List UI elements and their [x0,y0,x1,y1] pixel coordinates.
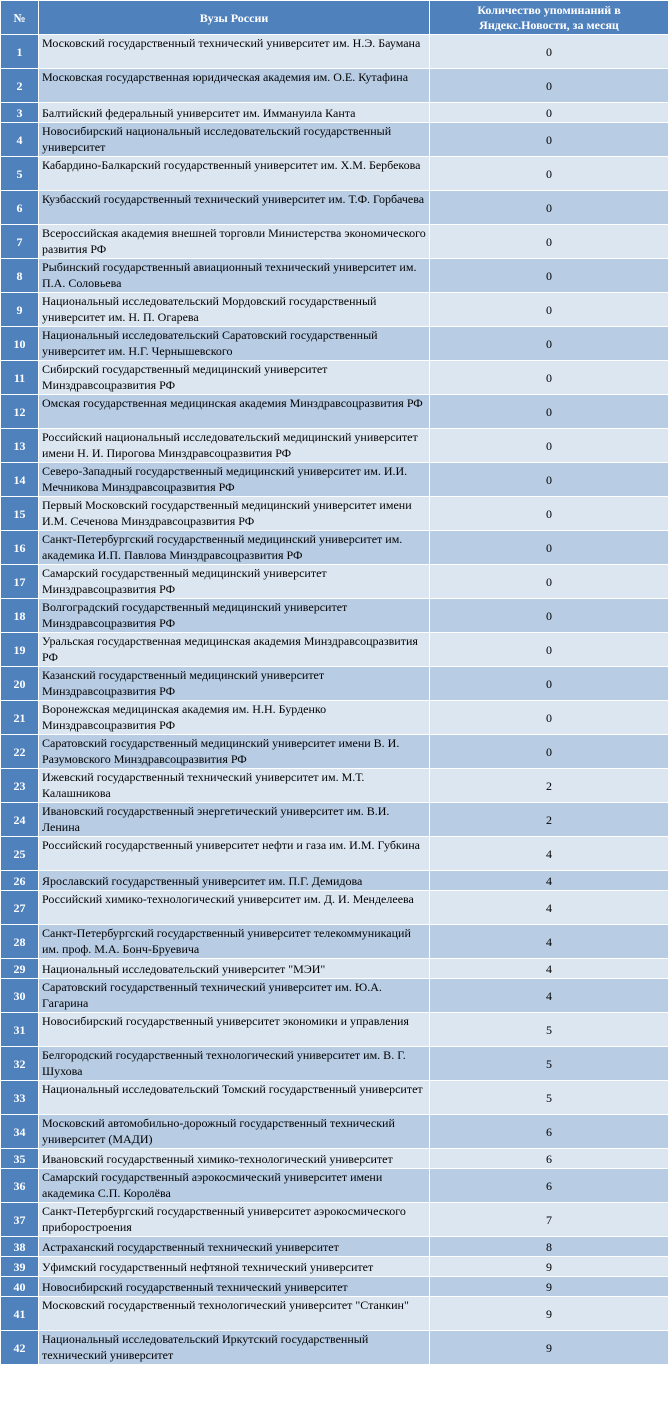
table-row [1,1297,669,1331]
table-row [1,599,669,633]
mention-count: 0 [430,293,669,327]
mention-count: 0 [430,633,669,667]
table-row [1,225,669,259]
row-number: 22 [1,735,39,769]
table-row [1,293,669,327]
row-number: 24 [1,803,39,837]
university-name: Ярославский государственный университет им. П.Г. Демидова [39,871,430,891]
table-row [1,1081,669,1115]
row-number: 34 [1,1115,39,1149]
university-name: Ижевский государственный технический университет им. М.Т. Калашникова [39,769,430,803]
university-name: Рыбинский государственный авиационный технический университет им. П.А. Соловьева [39,259,430,293]
mention-count: 4 [430,959,669,979]
mention-count: 0 [430,531,669,565]
table-row [1,1277,669,1297]
row-number: 31 [1,1013,39,1047]
row-number: 11 [1,361,39,395]
table-row [1,395,669,429]
row-number: 26 [1,871,39,891]
row-number: 6 [1,191,39,225]
header-count: Количество упоминаний в Яндекс.Новости, за месяц [430,1,669,35]
university-name: Северо-Западный государственный медицинский университет им. И.И. Мечникова Минздравсоцразвития РФ [39,463,430,497]
mention-count: 0 [430,191,669,225]
mention-count: 4 [430,891,669,925]
table-row [1,1115,669,1149]
mention-count: 0 [430,701,669,735]
table-row [1,701,669,735]
university-name: Национальный исследовательский Саратовский государственный университет им. Н.Г. Чернышевского [39,327,430,361]
row-number: 5 [1,157,39,191]
university-name: Кузбасский государственный технический университет им. Т.Ф. Горбачева [39,191,430,225]
mention-count: 0 [430,157,669,191]
mention-count: 5 [430,1081,669,1115]
university-name: Уральская государственная медицинская академия Минздравсоцразвития РФ [39,633,430,667]
header-name: Вузы России [39,1,430,35]
row-number: 14 [1,463,39,497]
row-number: 30 [1,979,39,1013]
row-number: 37 [1,1203,39,1237]
mention-count: 0 [430,429,669,463]
table-row [1,837,669,871]
table-row [1,69,669,103]
row-number: 20 [1,667,39,701]
mention-count: 4 [430,871,669,891]
table-row [1,1047,669,1081]
mention-count: 9 [430,1277,669,1297]
table-row [1,959,669,979]
university-name: Самарский государственный аэрокосмический университет имени академика С.П. Королёва [39,1169,430,1203]
row-number: 21 [1,701,39,735]
table-row [1,1169,669,1203]
university-name: Астраханский государственный технический университет [39,1237,430,1257]
row-number: 12 [1,395,39,429]
mention-count: 5 [430,1013,669,1047]
row-number: 25 [1,837,39,871]
row-number: 10 [1,327,39,361]
table-row [1,429,669,463]
row-number: 39 [1,1257,39,1277]
table-row [1,891,669,925]
mention-count: 8 [430,1237,669,1257]
mention-count: 2 [430,769,669,803]
row-number: 32 [1,1047,39,1081]
mention-count: 4 [430,837,669,871]
university-name: Казанский государственный медицинский университет Минздравсоцразвития РФ [39,667,430,701]
row-number: 36 [1,1169,39,1203]
university-name: Уфимский государственный нефтяной технический университет [39,1257,430,1277]
table-row [1,497,669,531]
table-row [1,361,669,395]
mention-count: 0 [430,69,669,103]
university-name: Волгоградский государственный медицинский университет Минздравсоцразвития РФ [39,599,430,633]
university-name: Самарский государственный медицинский университет Минздравсоцразвития РФ [39,565,430,599]
university-name: Московский государственный технический университет им. Н.Э. Баумана [39,35,430,69]
table-row [1,1013,669,1047]
university-name: Российский химико-технологический университет им. Д. И. Менделеева [39,891,430,925]
table-row [1,259,669,293]
mention-count: 6 [430,1115,669,1149]
mention-count: 2 [430,803,669,837]
university-name: Первый Московский государственный медицинский университет имени И.М. Сеченова Минздравсоцразвития РФ [39,497,430,531]
mention-count: 0 [430,497,669,531]
university-name: Ивановский государственный энергетический университет им. В.И. Ленина [39,803,430,837]
table-header [1,1,669,35]
table-row [1,327,669,361]
row-number: 42 [1,1331,39,1365]
table-row [1,103,669,123]
row-number: 28 [1,925,39,959]
row-number: 18 [1,599,39,633]
table-row [1,1149,669,1169]
header-row [1,1,669,35]
mention-count: 7 [430,1203,669,1237]
university-name: Санкт-Петербургский государственный университет телекоммуникаций им. проф. М.А. Бонч-Бруевича [39,925,430,959]
table-row [1,871,669,891]
mention-count: 0 [430,667,669,701]
row-number: 9 [1,293,39,327]
table-row [1,35,669,69]
row-number: 15 [1,497,39,531]
mention-count: 9 [430,1297,669,1331]
university-name: Кабардино-Балкарский государственный университет им. Х.М. Бербекова [39,157,430,191]
row-number: 1 [1,35,39,69]
university-name: Национальный исследовательский Томский государственный университет [39,1081,430,1115]
mention-count: 0 [430,35,669,69]
row-number: 33 [1,1081,39,1115]
mention-count: 0 [430,565,669,599]
table-row [1,667,669,701]
row-number: 8 [1,259,39,293]
table-row [1,925,669,959]
mention-count: 9 [430,1331,669,1365]
table-row [1,1257,669,1277]
mention-count: 4 [430,979,669,1013]
university-name: Ивановский государственный химико-технологический университет [39,1149,430,1169]
table-row [1,531,669,565]
university-name: Московский государственный технологический университет "Станкин" [39,1297,430,1331]
mention-count: 0 [430,123,669,157]
mention-count: 0 [430,395,669,429]
university-name: Московская государственная юридическая академия им. О.Е. Кутафина [39,69,430,103]
university-name: Воронежская медицинская академия им. Н.Н. Бурденко Минздравсоцразвития РФ [39,701,430,735]
table-row [1,191,669,225]
row-number: 3 [1,103,39,123]
table-row [1,123,669,157]
row-number: 2 [1,69,39,103]
header-num: № [1,1,39,35]
university-name: Национальный исследовательский Мордовский государственный университет им. Н. П. Огарева [39,293,430,327]
university-name: Новосибирский государственный университет экономики и управления [39,1013,430,1047]
row-number: 7 [1,225,39,259]
mention-count: 0 [430,225,669,259]
table-row [1,1237,669,1257]
university-name: Новосибирский государственный технический университет [39,1277,430,1297]
university-name: Сибирский государственный медицинский университет Минздравсоцразвития РФ [39,361,430,395]
university-name: Белгородский государственный технологический университет им. В. Г. Шухова [39,1047,430,1081]
table-row [1,769,669,803]
university-name: Санкт-Петербургский государственный университет аэрокосмического приборостроения [39,1203,430,1237]
row-number: 40 [1,1277,39,1297]
row-number: 4 [1,123,39,157]
mention-count: 0 [430,103,669,123]
university-name: Саратовский государственный технический университет им. Ю.А. Гагарина [39,979,430,1013]
row-number: 16 [1,531,39,565]
mention-count: 9 [430,1257,669,1277]
row-number: 35 [1,1149,39,1169]
table-row [1,979,669,1013]
table-row [1,1331,669,1365]
row-number: 17 [1,565,39,599]
university-name: Российский государственный университет нефти и газа им. И.М. Губкина [39,837,430,871]
row-number: 23 [1,769,39,803]
table-row [1,1203,669,1237]
table-row [1,565,669,599]
university-name: Национальный исследовательский Иркутский государственный технический университет [39,1331,430,1365]
university-name: Российский национальный исследовательский медицинский университет имени Н. И. Пирогова Минздравсоцразвития РФ [39,429,430,463]
university-name: Всероссийская академия внешней торговли Министерства экономического развития РФ [39,225,430,259]
university-name: Санкт-Петербургский государственный медицинский университет им. академика И.П. Павлова Минздравсоцразвития РФ [39,531,430,565]
mention-count: 5 [430,1047,669,1081]
university-name: Балтийский федеральный университет им. Иммануила Канта [39,103,430,123]
table-row [1,633,669,667]
mention-count: 0 [430,599,669,633]
row-number: 38 [1,1237,39,1257]
mention-count: 0 [430,463,669,497]
table-row [1,803,669,837]
table-row [1,735,669,769]
university-name: Новосибирский национальный исследовательский государственный университет [39,123,430,157]
table-row [1,463,669,497]
row-number: 41 [1,1297,39,1331]
mention-count: 0 [430,361,669,395]
mention-count: 6 [430,1149,669,1169]
row-number: 13 [1,429,39,463]
mention-count: 0 [430,327,669,361]
table-body [1,35,669,1365]
university-name: Национальный исследовательский университет "МЭИ" [39,959,430,979]
row-number: 29 [1,959,39,979]
university-name: Омская государственная медицинская академия Минздравсоцразвития РФ [39,395,430,429]
mention-count: 6 [430,1169,669,1203]
mention-count: 4 [430,925,669,959]
mention-count: 0 [430,735,669,769]
mention-count: 0 [430,259,669,293]
row-number: 19 [1,633,39,667]
university-name: Саратовский государственный медицинский университет имени В. И. Разумовского Минздравсоцразвития РФ [39,735,430,769]
row-number: 27 [1,891,39,925]
university-name: Московский автомобильно-дорожный государственный технический университет (МАДИ) [39,1115,430,1149]
table-row [1,157,669,191]
